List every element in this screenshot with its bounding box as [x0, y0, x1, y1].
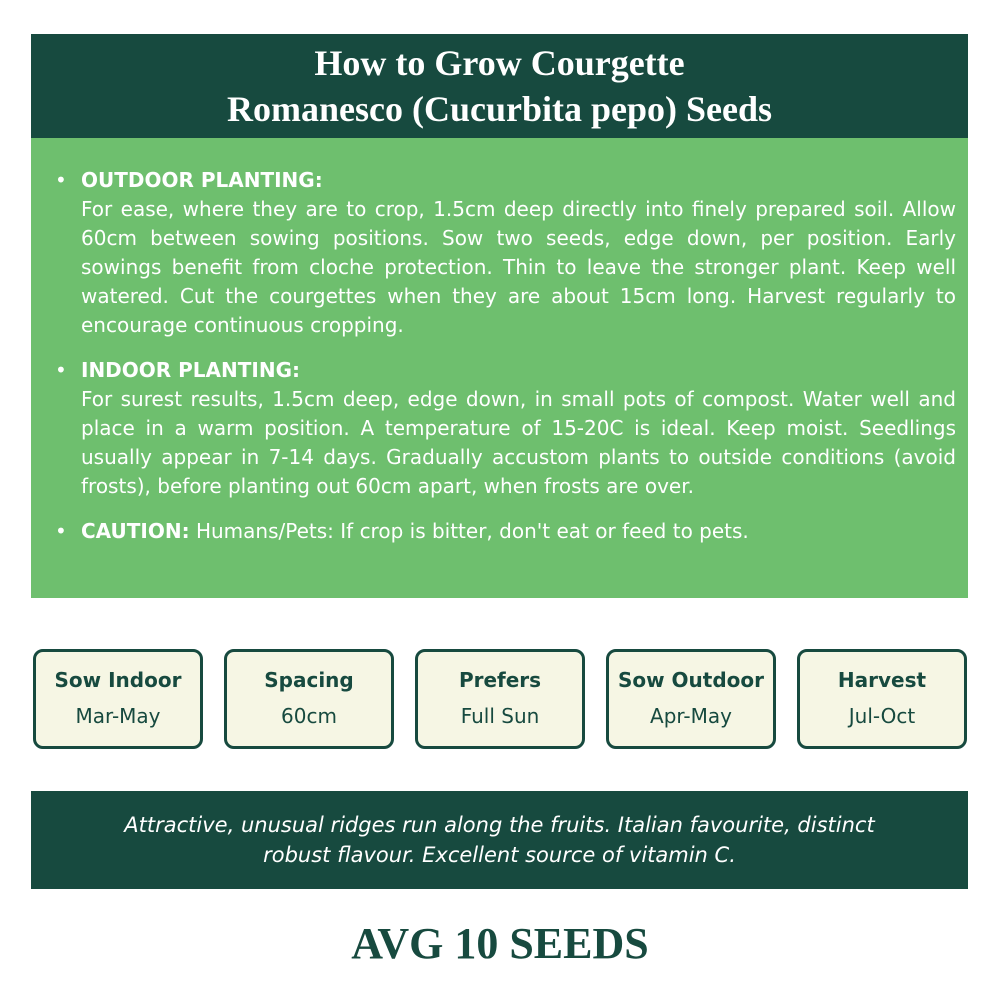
indoor-planting-body: For surest results, 1.5cm deep, edge down, in small pots of compost. Water well and place in a warm position. A temperature of 15-20C is ideal. Keep moist. Seedlings usually appear in 7-14 days. Gradually accustom plants to outside conditions (avoid frosts), before planting out 60cm apart, when frosts are over. [81, 387, 956, 498]
bullet-icon: • [55, 168, 67, 192]
card-value: 60cm [281, 704, 337, 728]
title-line-1: How to Grow Courgette [314, 43, 685, 83]
seed-count: AVG 10 SEEDS [351, 919, 649, 968]
card-label: Sow Outdoor [617, 668, 765, 692]
card-value: Mar-May [75, 704, 161, 728]
card-sow-outdoor [606, 649, 776, 749]
variety-description [31, 791, 968, 889]
indoor-planting-section [55, 356, 956, 501]
page-title [31, 34, 968, 138]
caution-title: CAUTION: [81, 519, 190, 543]
card-prefers [415, 649, 585, 749]
indoor-planting-title: INDOOR PLANTING: [81, 358, 301, 382]
card-sow-indoor [33, 649, 203, 749]
caution-section [55, 517, 956, 546]
instructions-panel [31, 138, 968, 598]
card-value: Apr-May [650, 704, 732, 728]
card-spacing [224, 649, 394, 749]
outdoor-planting-body: For ease, where they are to crop, 1.5cm deep directly into finely prepared soil. Allow 60cm between sowing positions. Sow two seeds, edge down, per position. Early sowings benefit from cloche protection. Thin to leave the stronger plant. Keep well watered. Cut the courgettes when they are about 15cm long. Harvest regularly to encourage continuous cropping. [81, 197, 956, 337]
card-harvest [797, 649, 967, 749]
card-label: Harvest [837, 668, 927, 692]
caution-text [81, 517, 956, 546]
description-line-2: robust flavour. Excellent source of vitamin C. [263, 843, 736, 867]
card-value: Full Sun [460, 704, 540, 728]
caution-body: Humans/Pets: If crop is bitter, don't eat or feed to pets. [195, 519, 749, 543]
bullet-icon: • [55, 519, 67, 543]
title-line-2: Romanesco (Cucurbita pepo) Seeds [227, 89, 772, 129]
description-line-1: Attractive, unusual ridges run along the fruits. Italian favourite, distinct [124, 813, 875, 837]
bullet-icon: • [55, 358, 67, 382]
outdoor-planting-title: OUTDOOR PLANTING: [81, 168, 323, 192]
card-label: Sow Indoor [54, 668, 182, 692]
outdoor-planting-section [55, 166, 956, 340]
growing-info-cards [33, 649, 970, 753]
card-value: Jul-Oct [848, 704, 916, 728]
card-label: Prefers [458, 668, 542, 692]
card-label: Spacing [264, 668, 354, 692]
